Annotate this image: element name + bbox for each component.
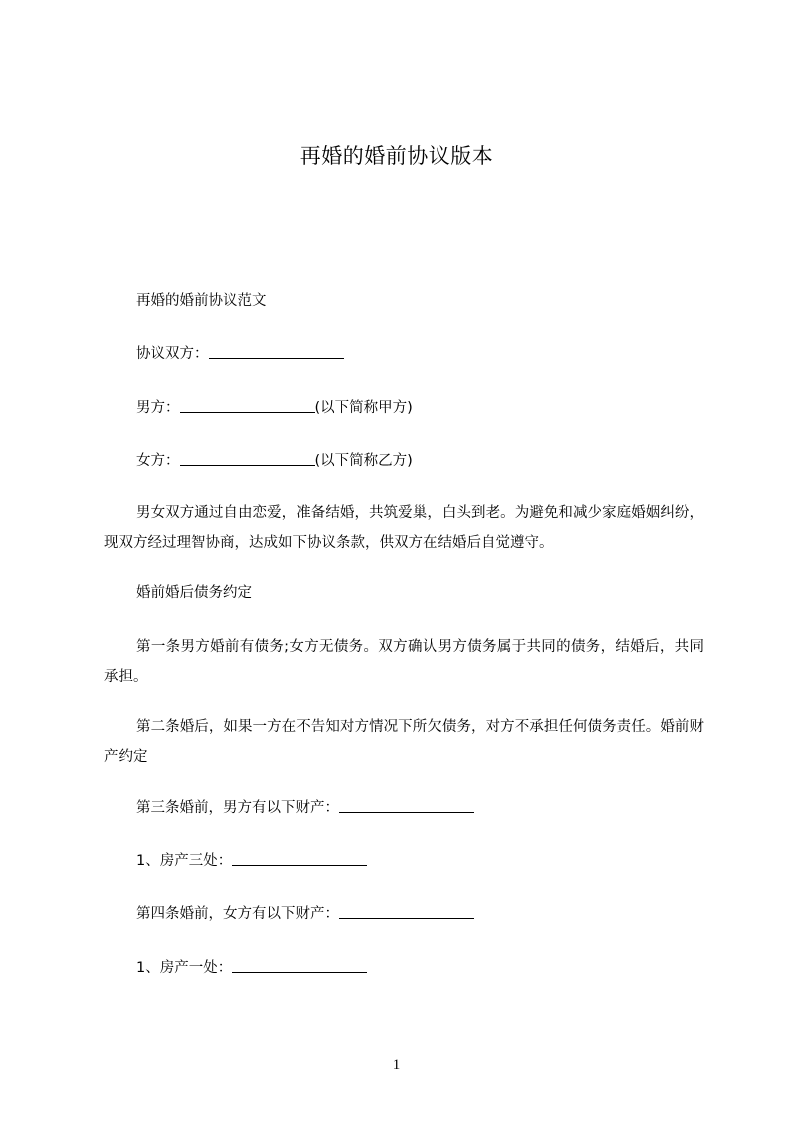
male-line xyxy=(136,397,413,419)
item-4-1-label: 1、房产一处： xyxy=(136,960,233,976)
item-3-1-blank xyxy=(232,851,367,866)
female-label: 女方： xyxy=(136,453,180,469)
intro-paragraph: 男女双方通过自由恋爱，准备结婚，共筑爱巢，白头到老。为避免和减少家庭婚姻纠纷，现双方经过理智协商，达成如下协议条款，供双方在结婚后自觉遵守。 xyxy=(104,505,704,551)
parties-line xyxy=(136,343,344,365)
female-line xyxy=(136,450,413,472)
article-4-blank xyxy=(339,904,474,919)
item-4-1-line xyxy=(136,957,367,979)
article-3-label: 第三条婚前，男方有以下财产： xyxy=(136,800,339,816)
male-suffix: (以下简称甲方) xyxy=(314,400,413,416)
article-2: 第二条婚后，如果一方在不告知对方情况下所欠债务，对方不承担任何债务责任。婚前财产约定 xyxy=(104,719,704,765)
article-3-line xyxy=(136,797,474,819)
article-4-line xyxy=(136,903,474,925)
item-3-1-label: 1、房产三处： xyxy=(136,853,233,869)
article-3-blank xyxy=(339,798,474,813)
parties-label: 协议双方： xyxy=(136,346,209,362)
page-number: 1 xyxy=(392,1057,401,1073)
female-suffix: (以下简称乙方) xyxy=(314,453,413,469)
section-debt-heading: 婚前婚后债务约定 xyxy=(136,585,252,601)
document-title: 再婚的婚前协议版本 xyxy=(299,144,494,168)
male-label: 男方： xyxy=(136,400,180,416)
article-4-label: 第四条婚前，女方有以下财产： xyxy=(136,906,339,922)
female-blank xyxy=(180,451,315,466)
item-4-1-blank xyxy=(232,958,367,973)
article-1: 第一条男方婚前有债务;女方无债务。双方确认男方债务属于共同的债务，结婚后，共同承担。 xyxy=(104,639,704,685)
male-blank xyxy=(180,398,315,413)
parties-blank xyxy=(209,344,344,359)
subtitle: 再婚的婚前协议范文 xyxy=(136,293,267,309)
item-3-1-line xyxy=(136,850,367,872)
